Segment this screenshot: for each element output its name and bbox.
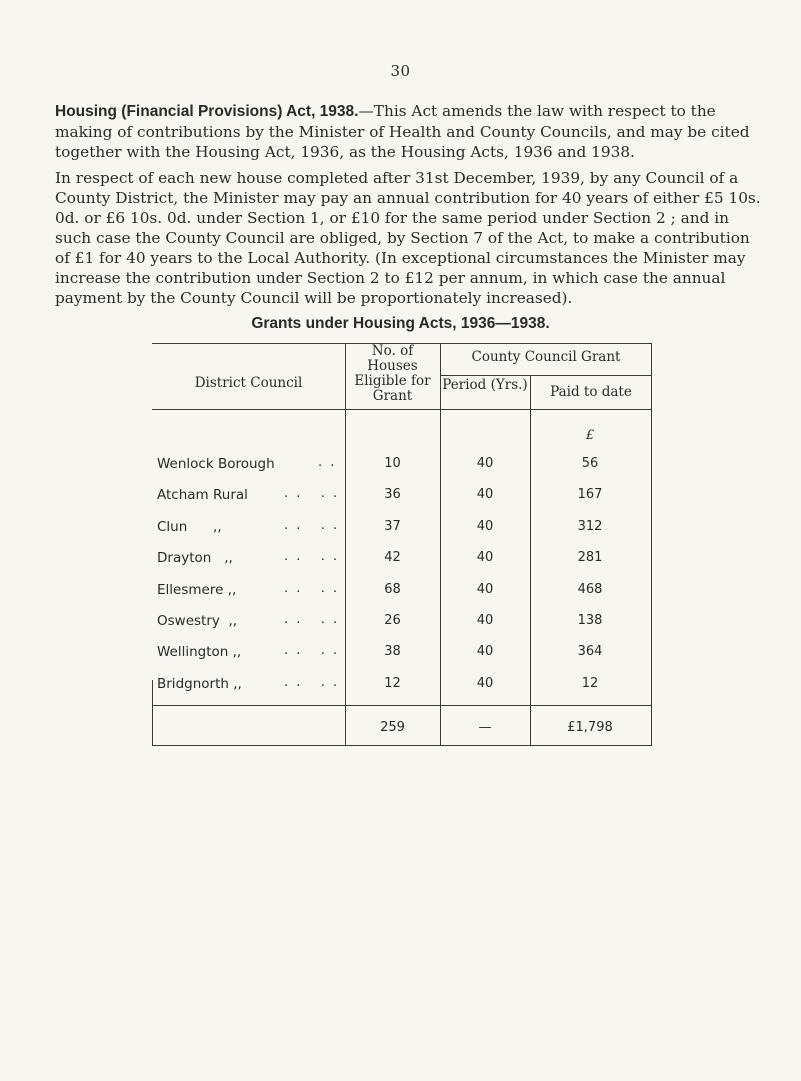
grant-group-rule: [440, 375, 652, 376]
page-number: 30: [390, 62, 411, 80]
row-period: 40: [476, 582, 494, 597]
row-district: Drayton ,,: [157, 550, 233, 566]
table-bottom-rule: [152, 745, 652, 746]
row-period: 40: [476, 550, 494, 565]
row-leader-dots: . . . .: [284, 549, 340, 564]
row-houses: 26: [384, 613, 401, 628]
row-leader-dots: . . . .: [284, 486, 340, 501]
row-period: 40: [476, 519, 494, 534]
row-houses: 10: [384, 456, 401, 471]
right-rule: [651, 343, 652, 745]
row-paid: 138: [577, 613, 603, 628]
row-leader-dots: . . . .: [284, 518, 340, 533]
total-period: —: [478, 720, 492, 735]
left-rule: [152, 680, 153, 745]
row-leader-dots: . . . .: [284, 581, 340, 596]
row-paid: 468: [577, 582, 603, 597]
row-houses: 38: [384, 644, 401, 659]
row-paid: 12: [581, 676, 599, 691]
row-leader-dots: . . . .: [284, 643, 340, 658]
row-houses: 36: [384, 487, 401, 502]
row-paid: 167: [577, 487, 603, 502]
row-district: Atcham Rural: [157, 487, 248, 503]
row-paid: 364: [577, 644, 603, 659]
header-paid: Paid to date: [550, 384, 632, 400]
row-houses: 42: [384, 550, 401, 565]
row-district: Wenlock Borough: [157, 456, 275, 472]
row-period: 40: [476, 613, 494, 628]
row-district: Ellesmere ,,: [157, 582, 237, 598]
header-houses: No. of Houses Eligible for Grant: [354, 343, 431, 404]
row-district: Wellington ,,: [157, 644, 242, 660]
header-grant-group: County Council Grant: [471, 349, 621, 365]
row-paid: 56: [581, 456, 599, 471]
row-period: 40: [476, 644, 494, 659]
total-houses: 259: [380, 720, 405, 735]
row-paid: 312: [577, 519, 603, 534]
row-leader-dots: . .: [318, 455, 337, 470]
table-title: Grants under Housing Acts, 1936—1938.: [251, 315, 550, 332]
row-leader-dots: . . . .: [284, 675, 340, 690]
header-period: Period (Yrs.): [442, 377, 528, 393]
paragraph-contributions: In respect of each new house completed after 31st December, 1939, by any Council of a County District, the Minister may pay an annual contribution for 40 years of either £5 10s. 0d. or £6 10s. 0d. under Section 1, or £10 for the same period under Section 2 ; and in such case the County Council are obliged, by Section 7 of the Act, to make a contribution of £1 for 40 years to the Local Authority. (In exceptional circumstances the Minister may increase the contribution under Section 2 to £12 per annum, in which case the annual payment by the County Council will be proportionately increased).: [55, 169, 761, 307]
paragraph-body: —This Act amends the law with respect to the making of contributions by the Minister of Health and County Councils, and may be cited together with the Housing Act, 1936, as the Housing Acts, 1936 and 1938.: [55, 102, 750, 161]
totals-top-rule: [152, 705, 652, 706]
row-houses: 37: [384, 519, 401, 534]
row-leader-dots: . . . .: [284, 612, 340, 627]
row-houses: 12: [384, 676, 401, 691]
row-district: Oswestry ,,: [157, 613, 238, 629]
header-bottom-rule: [152, 409, 652, 410]
row-district: Bridgnorth ,,: [157, 676, 242, 692]
row-period: 40: [476, 676, 494, 691]
row-houses: 68: [384, 582, 401, 597]
row-period: 40: [476, 487, 494, 502]
row-period: 40: [476, 456, 494, 471]
total-paid: £1,798: [567, 720, 613, 735]
row-paid: 281: [577, 550, 603, 565]
paragraph-heading: Housing (Financial Provisions) Act, 1938.: [55, 103, 359, 120]
row-district: Clun ,,: [157, 519, 222, 535]
paragraph-housing-act: [55, 101, 767, 162]
currency-symbol: £: [585, 428, 595, 443]
header-district: District Council: [194, 375, 303, 391]
